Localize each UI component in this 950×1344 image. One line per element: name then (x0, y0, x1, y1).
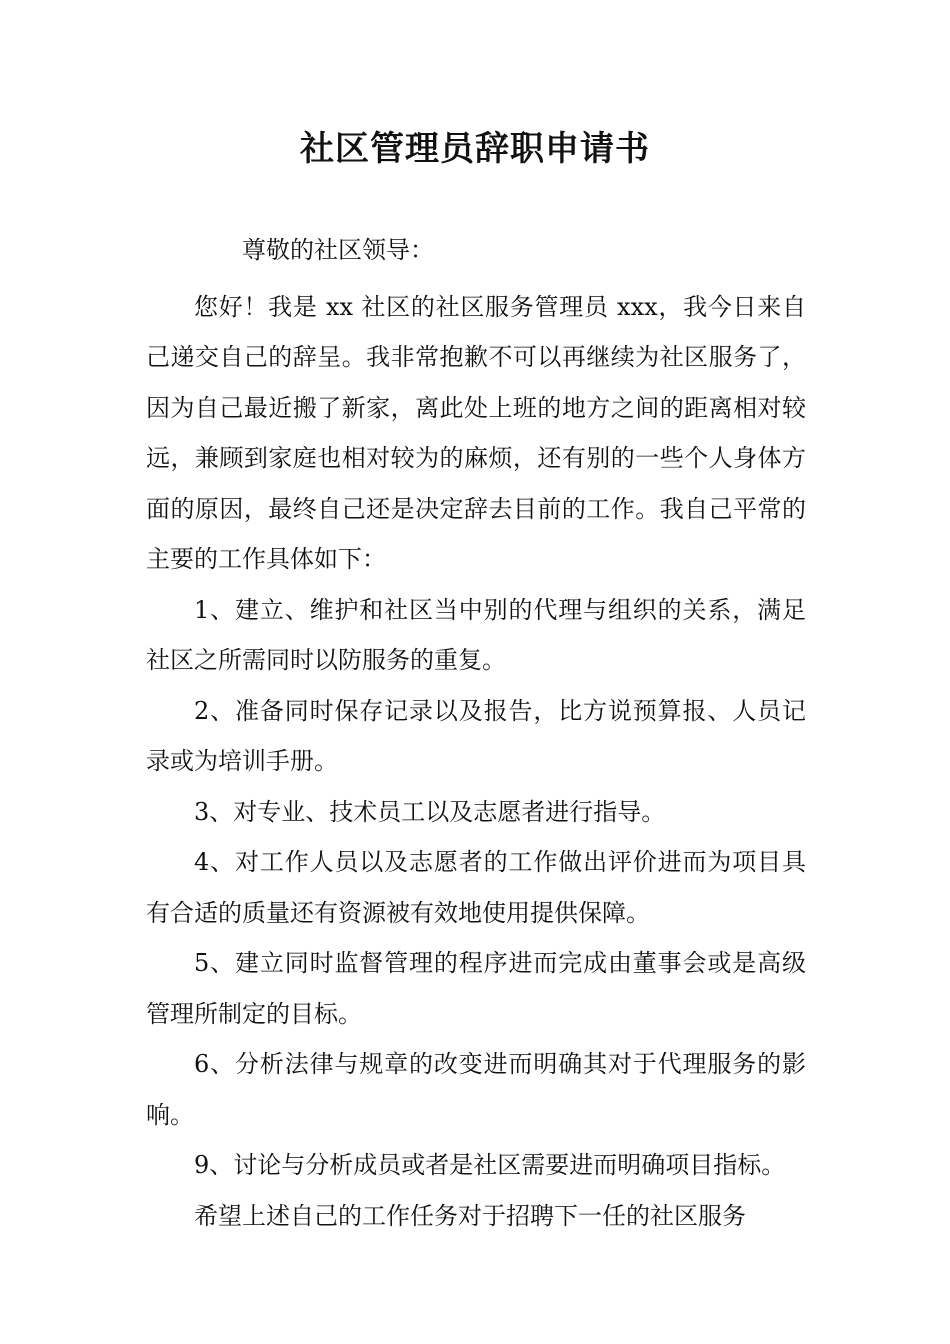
paragraph-item-9: 9、讨论与分析成员或者是社区需要进而明确项目指标。 (194, 1151, 786, 1179)
paragraph-intro: 您好！我是 xx 社区的社区服务管理员 xxx，我今日来自己递交自己的辞呈。我非常抱歉不可以再继续为社区服务了，因为自己最近搬了新家，离此处上班的地方之间的距离相对较远，兼顾到家庭也相对较为的麻烦，还有别的一些个人身体方面的原因，最终自己还是决定辞去目前的工作。我自己平常的主要的工作具体如下： (146, 292, 806, 573)
paragraph-item-2: 2、准备同时保存记录以及报告，比方说预算报、人员记录或为培训手册。 (146, 696, 806, 775)
paragraph-item-4: 4、对工作人员以及志愿者的工作做出评价进而为项目具有合适的质量还有资源被有效地使用提供保障。 (146, 848, 806, 927)
paragraph-item-6: 6、分析法律与规章的改变进而明确其对于代理服务的影响。 (146, 1050, 806, 1129)
paragraph-item-3: 3、对专业、技术员工以及志愿者进行指导。 (194, 797, 666, 826)
letter-body (146, 225, 806, 1241)
salutation: 尊敬的社区领导： (242, 236, 434, 264)
paragraph-item-1: 1、建立、维护和社区当中别的代理与组织的关系，满足社区之所需同时以防服务的重复。 (146, 595, 806, 674)
paragraph-closing: 希望上述自己的工作任务对于招聘下一任的社区服务 (194, 1201, 746, 1230)
document-title: 社区管理员辞职申请书 (300, 129, 650, 169)
paragraph-item-5: 5、建立同时监督管理的程序进而完成由董事会或是高级管理所制定的目标。 (146, 949, 806, 1028)
